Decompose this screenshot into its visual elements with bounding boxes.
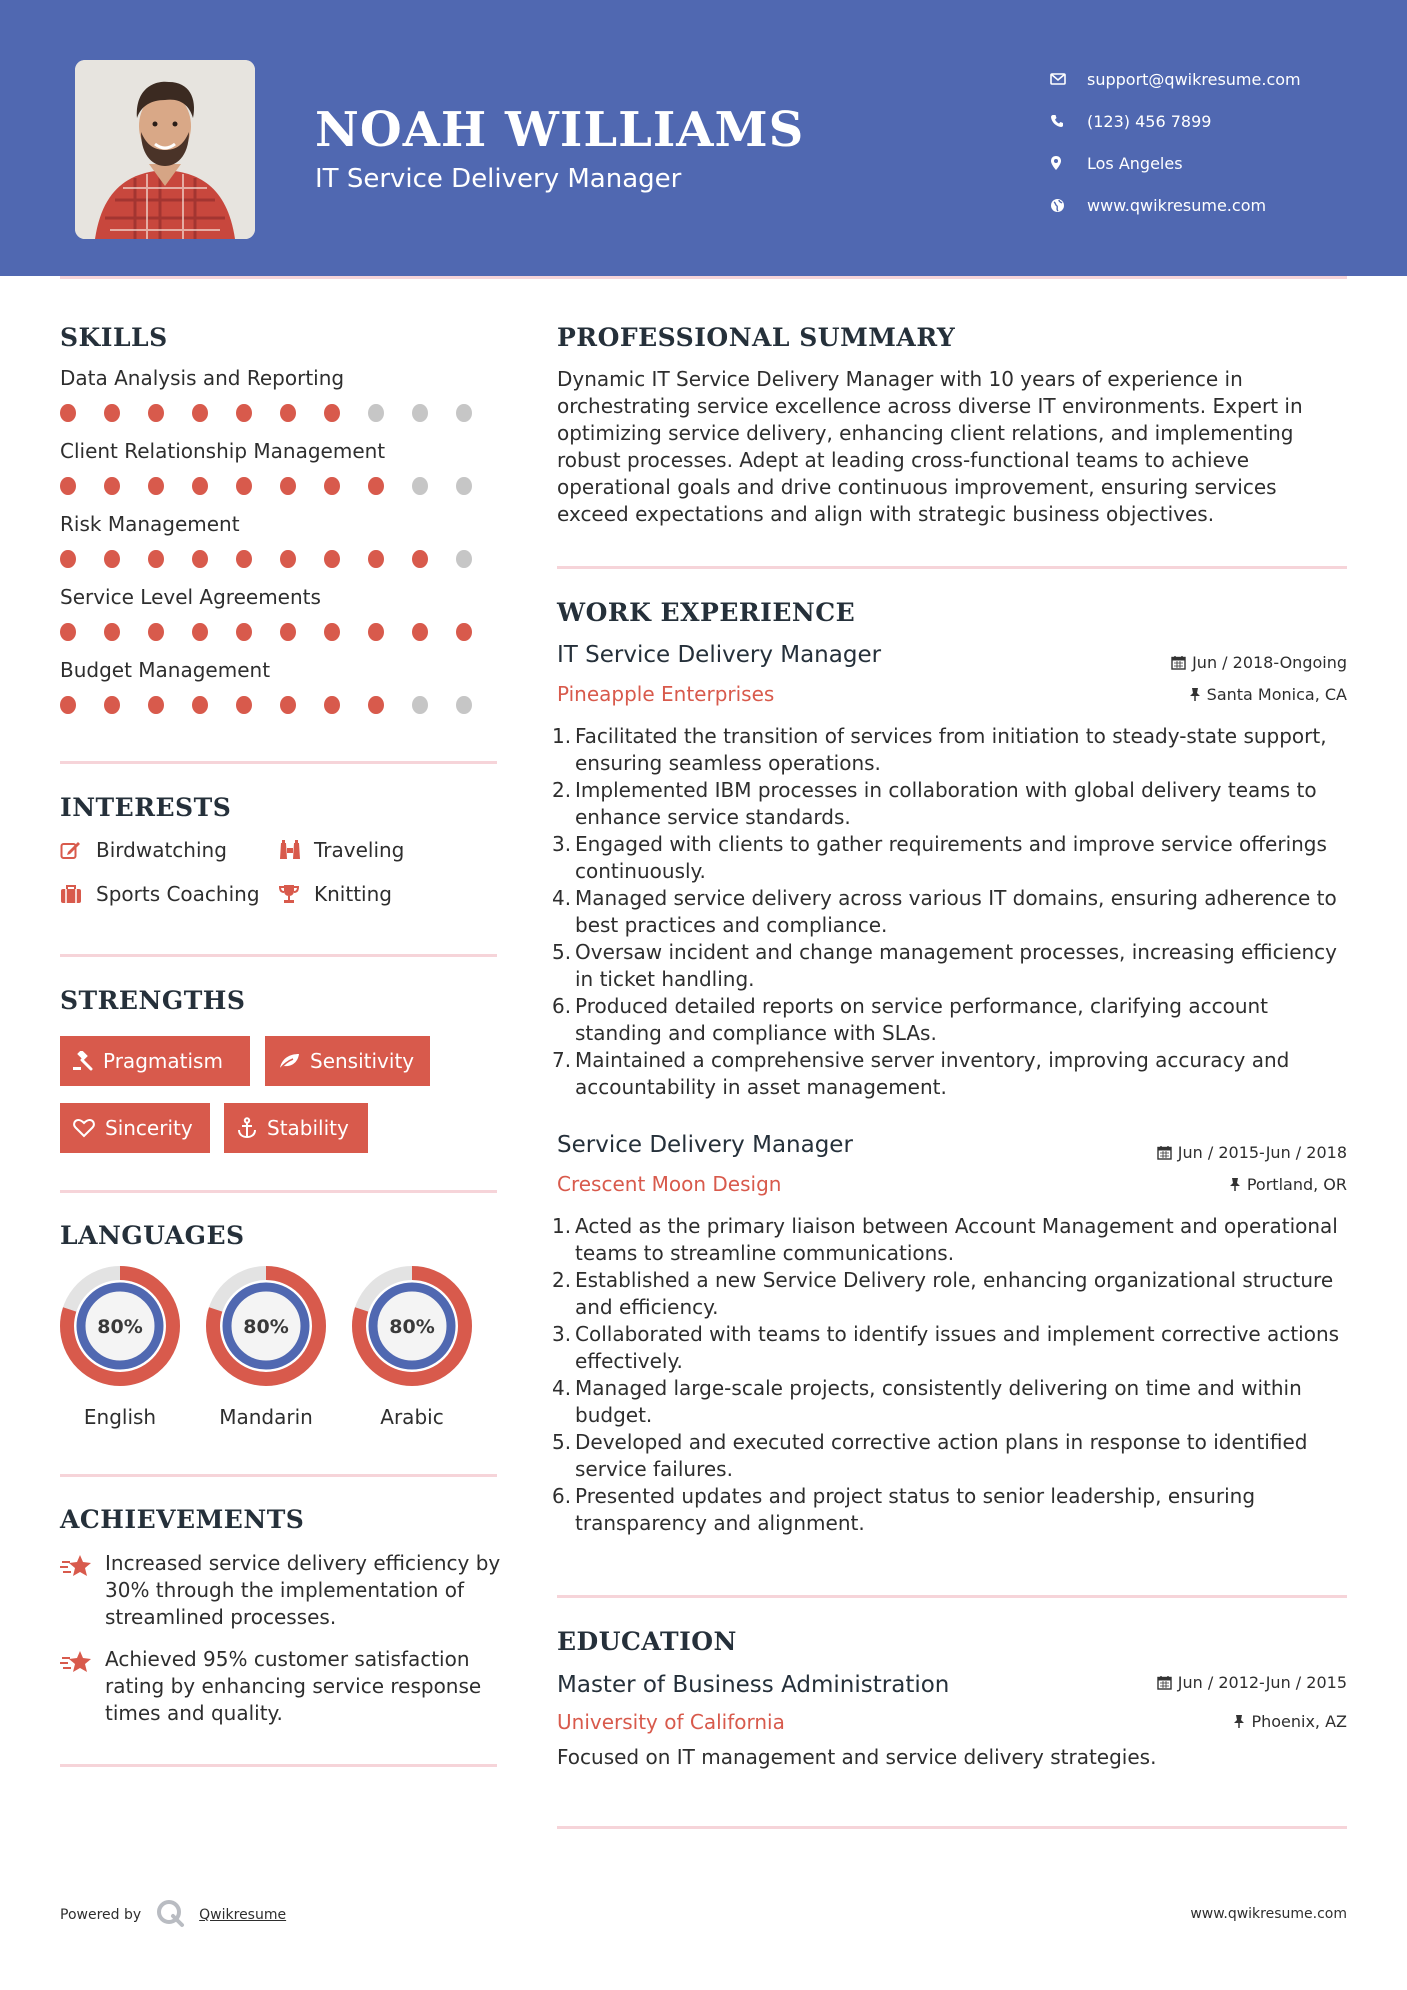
rating-dot-filled: [60, 623, 76, 641]
job-dates-text: Jun / 2018-Ongoing: [1192, 653, 1347, 672]
job-location-text: Santa Monica, CA: [1206, 685, 1347, 704]
education-heading: EDUCATION: [557, 1627, 737, 1656]
languages-divider: [60, 1474, 497, 1477]
rating-dot-filled: [104, 477, 120, 495]
edit-icon: [60, 840, 96, 860]
interests-divider: [60, 954, 497, 957]
qwikresume-link[interactable]: Qwikresume: [199, 1907, 287, 1923]
heart-icon: [73, 1118, 95, 1138]
job-title: Service Delivery Manager: [557, 1132, 853, 1158]
bullet-number: 2.: [552, 1268, 572, 1292]
rating-dot-empty: [412, 696, 428, 714]
pushpin-icon: [1189, 687, 1201, 702]
interest-item: [60, 882, 260, 906]
phone-text: (123) 456 7899: [1087, 111, 1212, 131]
star-icon: [60, 1550, 105, 1631]
bullet-text: Managed service delivery across various IT domains, ensuring adherence to best practices and compliance.: [575, 886, 1337, 937]
rating-dot-filled: [368, 477, 384, 495]
job-bullet: [552, 939, 1352, 993]
rating-dot-filled: [412, 550, 428, 568]
rating-dot-filled: [192, 477, 208, 495]
rating-dot-filled: [148, 550, 164, 568]
rating-dot-filled: [324, 696, 340, 714]
rating-dot-empty: [412, 404, 428, 422]
bullet-number: 1.: [552, 1214, 572, 1238]
location-text: Los Angeles: [1087, 153, 1183, 173]
rating-dot-empty: [412, 477, 428, 495]
strength-badge: [60, 1103, 210, 1153]
education-dates-text: Jun / 2012-Jun / 2015: [1177, 1673, 1347, 1692]
rating-dot-filled: [280, 477, 296, 495]
leaf-icon: [278, 1052, 300, 1070]
rating-dot-empty: [456, 550, 472, 568]
interests-heading: INTERESTS: [60, 793, 232, 822]
rating-dot-filled: [412, 623, 428, 641]
achievement-item: [60, 1550, 510, 1631]
rating-dot-filled: [280, 404, 296, 422]
language-ring: [59, 1265, 181, 1387]
interest-label: Sports Coaching: [96, 882, 260, 906]
skill-item: [60, 658, 500, 714]
job-bullet: [552, 1375, 1352, 1429]
job-bullets: [552, 723, 1352, 1101]
language-name: English: [83, 1405, 157, 1429]
job-location-text: Portland, OR: [1246, 1175, 1347, 1194]
job-dates-text: Jun / 2015-Jun / 2018: [1177, 1143, 1347, 1162]
rating-dot-filled: [280, 623, 296, 641]
bullet-number: 5.: [552, 1430, 572, 1454]
phone-icon: [1050, 114, 1087, 128]
globe-icon: [1050, 198, 1087, 213]
rating-dot-filled: [236, 477, 252, 495]
skill-rating: [60, 477, 500, 495]
job-bullet: [552, 723, 1352, 777]
bullet-text: Established a new Service Delivery role, enhancing organizational structure and efficiency.: [575, 1268, 1334, 1319]
skill-rating: [60, 623, 500, 641]
rating-dot-filled: [60, 404, 76, 422]
job-location: [1189, 685, 1347, 704]
job-dates: [1171, 653, 1347, 672]
map-pin-icon: [1050, 155, 1087, 171]
bullet-text: Facilitated the transition of services from initiation to steady-state support, ensuring seamless operations.: [575, 724, 1327, 775]
rating-dot-filled: [280, 550, 296, 568]
achievement-text: Achieved 95% customer satisfaction rating by enhancing service response times and quality.: [105, 1647, 482, 1725]
strength-badge: [265, 1036, 430, 1086]
rating-dot-filled: [192, 404, 208, 422]
job-bullet: [552, 993, 1352, 1047]
powered-by-text: Powered by: [60, 1907, 142, 1923]
language-ring: [351, 1265, 473, 1387]
rating-dot-empty: [456, 477, 472, 495]
rating-dot-filled: [456, 623, 472, 641]
skill-item: [60, 366, 500, 422]
rating-dot-filled: [148, 477, 164, 495]
language-item: [205, 1265, 327, 1429]
rating-dot-filled: [60, 550, 76, 568]
job-dates: [1157, 1143, 1347, 1162]
school-name: University of California: [557, 1710, 785, 1734]
job-location: [1229, 1175, 1347, 1194]
job-company: Pineapple Enterprises: [557, 682, 775, 706]
language-name: Mandarin: [219, 1405, 313, 1429]
header-divider: [60, 276, 1347, 279]
education-location: [1233, 1712, 1347, 1731]
rating-dot-filled: [368, 696, 384, 714]
education-dates: [1157, 1673, 1347, 1692]
job-bullet: [552, 777, 1352, 831]
skill-name: Risk Management: [60, 512, 240, 536]
rating-dot-filled: [280, 696, 296, 714]
job-title: IT Service Delivery Manager: [557, 642, 882, 668]
summary-heading: PROFESSIONAL SUMMARY: [557, 323, 956, 352]
calendar-icon: [1171, 655, 1186, 670]
bullet-number: 6.: [552, 994, 572, 1018]
skill-rating: [60, 696, 500, 714]
language-percent: 80%: [97, 1316, 143, 1338]
rating-dot-filled: [148, 623, 164, 641]
bullet-text: Engaged with clients to gather requirements and improve service offerings continuously.: [575, 832, 1327, 883]
rating-dot-filled: [148, 696, 164, 714]
bullet-number: 4.: [552, 1376, 572, 1400]
bullet-text: Implemented IBM processes in collaboration with global delivery teams to enhance service standards.: [575, 778, 1317, 829]
rating-dot-filled: [148, 404, 164, 422]
website-text: www.qwikresume.com: [1087, 195, 1267, 215]
rating-dot-filled: [192, 550, 208, 568]
rating-dot-filled: [324, 550, 340, 568]
education-description: Focused on IT management and service delivery strategies.: [557, 1745, 1157, 1769]
rating-dot-filled: [60, 477, 76, 495]
job-bullet: [552, 1213, 1352, 1267]
rating-dot-filled: [324, 404, 340, 422]
interest-item: [278, 882, 392, 906]
education-divider: [557, 1826, 1347, 1829]
rating-dot-filled: [104, 623, 120, 641]
achievement-text: Increased service delivery efficiency by 30% through the implementation of streamlined processes.: [105, 1551, 501, 1629]
bullet-number: 6.: [552, 1484, 572, 1508]
bullet-text: Oversaw incident and change management processes, increasing efficiency in ticket handling.: [575, 940, 1338, 991]
contact-location: [1050, 142, 1301, 184]
bullet-text: Collaborated with teams to identify issues and implement corrective actions effectively.: [575, 1322, 1340, 1373]
skills-divider: [60, 761, 497, 764]
skill-name: Client Relationship Management: [60, 439, 386, 463]
bullet-text: Produced detailed reports on service performance, clarifying account standing and compliance with SLAs.: [575, 994, 1269, 1045]
profile-photo: [75, 60, 255, 239]
footer-website[interactable]: www.qwikresume.com: [1190, 1906, 1347, 1922]
achievement-item: [60, 1646, 510, 1727]
rating-dot-filled: [192, 696, 208, 714]
rating-dot-filled: [368, 623, 384, 641]
education-location-text: Phoenix, AZ: [1251, 1712, 1347, 1731]
language-percent: 80%: [389, 1316, 435, 1338]
skill-item: [60, 512, 500, 568]
rating-dot-filled: [60, 696, 76, 714]
strength-label: Sensitivity: [310, 1049, 415, 1073]
bullet-text: Managed large-scale projects, consistently delivering on time and within budget.: [575, 1376, 1302, 1427]
bullet-number: 7.: [552, 1048, 572, 1072]
rating-dot-filled: [236, 550, 252, 568]
job-bullet: [552, 1047, 1352, 1101]
experience-heading: WORK EXPERIENCE: [557, 598, 856, 627]
strengths-divider: [60, 1190, 497, 1193]
rating-dot-empty: [456, 696, 472, 714]
job-bullets: [552, 1213, 1352, 1537]
bullet-number: 5.: [552, 940, 572, 964]
job-bullet: [552, 1429, 1352, 1483]
rating-dot-filled: [368, 550, 384, 568]
bullet-number: 3.: [552, 1322, 572, 1346]
interest-item: [278, 838, 404, 862]
binoculars-icon: [278, 839, 314, 861]
skill-name: Data Analysis and Reporting: [60, 366, 345, 390]
job-bullet: [552, 1483, 1352, 1537]
rating-dot-filled: [104, 696, 120, 714]
footer-powered-by: [60, 1898, 286, 1932]
language-item: [59, 1265, 181, 1429]
experience-divider: [557, 1595, 1347, 1598]
contact-phone[interactable]: [1050, 100, 1301, 142]
achievements-divider: [60, 1764, 497, 1767]
trophy-icon: [278, 883, 314, 905]
achievements-heading: ACHIEVEMENTS: [60, 1505, 305, 1534]
rating-dot-filled: [324, 623, 340, 641]
strength-label: Stability: [267, 1116, 349, 1140]
bullet-number: 3.: [552, 832, 572, 856]
language-item: [351, 1265, 473, 1429]
interest-item: [60, 838, 227, 862]
bullet-text: Maintained a comprehensive server inventory, improving accuracy and accountability in asset management.: [575, 1048, 1290, 1099]
strength-badge: [224, 1103, 368, 1153]
envelope-icon: [1050, 73, 1087, 85]
summary-divider: [557, 566, 1347, 569]
strengths-heading: STRENGTHS: [60, 986, 246, 1015]
bullet-number: 2.: [552, 778, 572, 802]
job-bullet: [552, 885, 1352, 939]
gavel-icon: [73, 1051, 93, 1071]
pushpin-icon: [1229, 1177, 1241, 1192]
qwikresume-logo-icon: [155, 1898, 185, 1932]
skill-name: Service Level Agreements: [60, 585, 321, 609]
anchor-icon: [237, 1117, 257, 1139]
interest-label: Knitting: [314, 882, 392, 906]
job-bullet: [552, 1267, 1352, 1321]
email-text: support@qwikresume.com: [1087, 69, 1301, 89]
interest-label: Traveling: [314, 838, 405, 862]
contact-website[interactable]: [1050, 184, 1301, 226]
rating-dot-filled: [104, 550, 120, 568]
briefcase-icon: [60, 884, 96, 904]
language-percent: 80%: [243, 1316, 289, 1338]
rating-dot-empty: [456, 404, 472, 422]
header: [0, 0, 1407, 276]
rating-dot-filled: [192, 623, 208, 641]
skill-rating: [60, 404, 500, 422]
candidate-name: NOAH WILLIAMS: [315, 102, 805, 158]
bullet-number: 1.: [552, 724, 572, 748]
bullet-text: Developed and executed corrective action plans in response to identified service failures.: [575, 1430, 1308, 1481]
skill-name: Budget Management: [60, 658, 271, 682]
job-bullet: [552, 831, 1352, 885]
strength-badge: [60, 1036, 250, 1086]
candidate-title: IT Service Delivery Manager: [315, 164, 682, 194]
strength-label: Sincerity: [105, 1116, 193, 1140]
star-icon: [60, 1646, 105, 1727]
bullet-text: Presented updates and project status to senior leadership, ensuring transparency and alignment.: [575, 1484, 1256, 1535]
pushpin-icon: [1233, 1714, 1245, 1729]
rating-dot-filled: [236, 623, 252, 641]
summary-text: Dynamic IT Service Delivery Manager with 10 years of experience in orchestrating service excellence across diverse IT environments. Expert in optimizing service delivery, enhancing client relations, and implementing robust processes. Adept at leading cross-functional teams to achieve operational goals and drive continuous improvement, ensuring services exceed expectations and align with strategic business objectives.: [557, 367, 1303, 526]
job-company: Crescent Moon Design: [557, 1172, 782, 1196]
skill-rating: [60, 550, 500, 568]
calendar-icon: [1157, 1145, 1172, 1160]
language-name: Arabic: [380, 1405, 444, 1429]
bullet-text: Acted as the primary liaison between Account Management and operational teams to streamline communications.: [575, 1214, 1338, 1265]
skill-item: [60, 585, 500, 641]
rating-dot-empty: [368, 404, 384, 422]
contact-email[interactable]: [1050, 58, 1301, 100]
rating-dot-filled: [236, 696, 252, 714]
skills-heading: SKILLS: [60, 323, 168, 352]
language-ring: [205, 1265, 327, 1387]
bullet-number: 4.: [552, 886, 572, 910]
rating-dot-filled: [324, 477, 340, 495]
languages-heading: LANGUAGES: [60, 1221, 245, 1250]
interest-label: Birdwatching: [96, 838, 227, 862]
strength-label: Pragmatism: [103, 1049, 223, 1073]
degree-title: Master of Business Administration: [557, 1672, 950, 1698]
skill-item: [60, 439, 500, 495]
calendar-icon: [1157, 1675, 1172, 1690]
rating-dot-filled: [236, 404, 252, 422]
contact-info: [1050, 58, 1301, 226]
job-bullet: [552, 1321, 1352, 1375]
rating-dot-filled: [104, 404, 120, 422]
